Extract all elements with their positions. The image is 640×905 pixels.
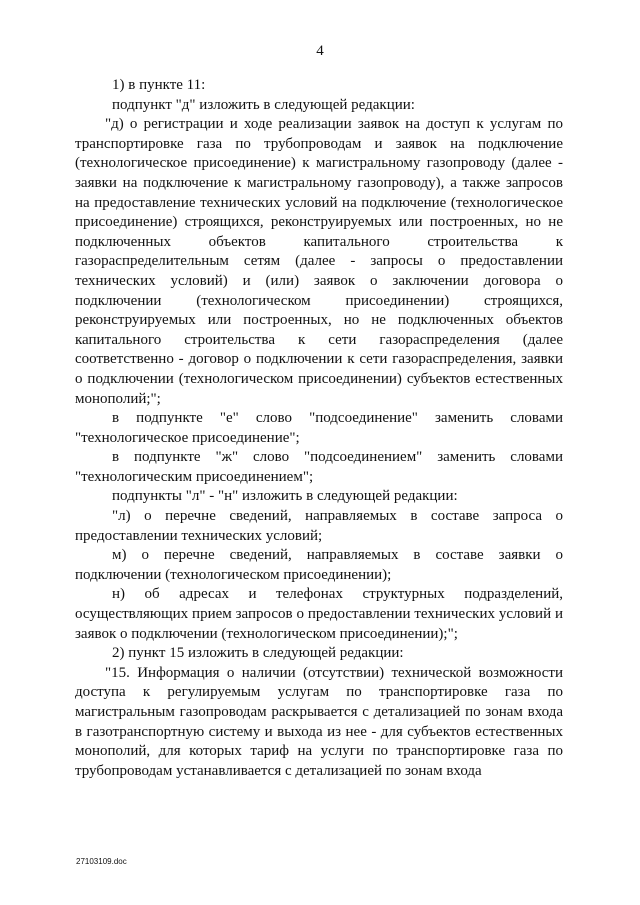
paragraph-subpoint-l: "л) о перечне сведений, направляемых в составе запроса о предоставлении технических условий; xyxy=(75,508,563,544)
paragraph-subpoint-e: в подпункте "е" слово "подсоединение" заменить словами "технологическое присоединение"; xyxy=(75,410,563,446)
document-filename: 27103109.doc xyxy=(76,857,127,866)
paragraph-item-2: 2) пункт 15 изложить в следующей редакции: xyxy=(112,645,404,662)
paragraph-subpoints-l-n-intro: подпункты "л" - "н" изложить в следующей редакции: xyxy=(112,488,458,505)
paragraph-point-15-text: "15. Информация о наличии (отсутствии) технической возможности доступа к регулируемым услугам по транспортировке газа по магистральным газопроводам раскрывается с детализацией по зонам входа в газотранспортную систему и выхода из нее - для субъектов естественных монополий, для которых тариф на услуги по транспортировке газа по трубопроводам устанавливается с детализацией по зонам входа xyxy=(75,664,563,779)
paragraph-subpoint-m: м) о перечне сведений, направляемых в составе заявки о подключении (технологическом присоединении); xyxy=(75,547,563,583)
paragraph-item-1: 1) в пункте 11: xyxy=(112,77,206,93)
paragraph-subpoint-d-intro: подпункт "д" изложить в следующей редакции: xyxy=(112,96,415,113)
paragraph-subpoint-d-text: "д) о регистрации и ходе реализации заявок на доступ к услугам по транспортировке газа по трубопроводам и заявок на подключение (технологическое присоединение) к магистральному газопроводу (далее - заявки на подключение к магистральному газопроводу), а также запросов на предоставление технических условий на подключение (технологическое присоединение) строящихся, реконструируемых или построенных, но не подключенных объектов капитального строительства к газораспределительным сетям (далее - запросы о предоставлении технических условий) и (или) заявок о заключении договора о подключении (технологическом присоединении) строящихся, реконструируемых или построенных, но не подключенных объектов капитального строительства к сети газораспределения (далее соответственно - договор о подключении к сети газораспределения, заявки о подключении (технологическом присоединении) субъектов естественных монополий;"; xyxy=(75,116,563,407)
paragraph-subpoint-n: н) об адресах и телефонах структурных подразделений, осуществляющих прием запросов о предоставлении технических условий и заявок о подключении (технологическом присоединении);"; xyxy=(75,586,563,642)
paragraph-subpoint-zh: в подпункте "ж" слово "подсоединением" заменить словами "технологическим присоединением"; xyxy=(75,449,563,485)
page-number: 4 xyxy=(316,43,324,59)
document-body xyxy=(75,76,563,781)
